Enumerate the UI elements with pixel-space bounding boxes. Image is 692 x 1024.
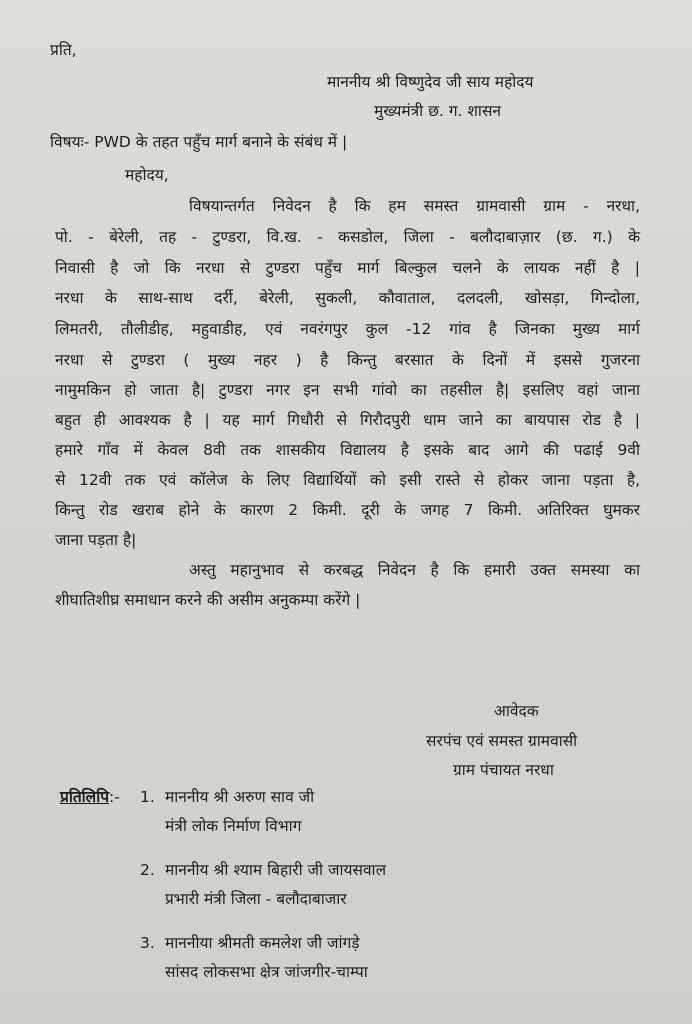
subject-line: विषयः- PWD के तहत पहुँच मार्ग बनाने के संबंध में | xyxy=(50,133,348,151)
recipient-office: मुख्यमंत्री छ. ग. शासन xyxy=(374,102,502,120)
copy-item-number: 1. xyxy=(140,788,155,806)
body-line: बहुत ही आवश्यक है | यह मार्ग गिधौरी से गिरौदपुरी धाम जाने का बायपास रोड है | xyxy=(55,411,640,429)
copy-item-title: प्रभारी मंत्री जिला - बलौदाबाजार xyxy=(165,890,347,908)
copy-item-name: माननीय श्री अरुण साव जी xyxy=(165,788,315,806)
signature-label: आवेदक xyxy=(494,702,539,720)
body-line: विषयान्तर्गत निवेदन है कि हम समस्त ग्रामवासी ग्राम - नरधा, xyxy=(189,197,640,215)
closing-line: शीघातिशीघ्र समाधान करने की असीम अनुकम्पा करेंगे | xyxy=(55,591,361,609)
copy-item-number: 2. xyxy=(140,861,155,879)
body-line: किन्तु रोड खराब होने के कारण 2 किमी. दूरी के जगह 7 किमी. अतिरिक्त घुमकर xyxy=(55,501,640,519)
copy-item-title: मंत्री लोक निर्माण विभाग xyxy=(165,817,302,835)
body-line: नरधा से टुण्डरा ( मुख्य नहर ) है किन्तु बरसात के दिनों में इससे गुजरना xyxy=(55,351,640,369)
signature-line-1: सरपंच एवं समस्त ग्रामवासी xyxy=(426,732,578,750)
recipient-name: माननीय श्री विष्णुदेव जी साय महोदय xyxy=(327,73,534,91)
body-line: नामुमकिन हो जाता है| टुण्डरा नगर इन सभी गांवो का तहसील है| इसलिए वहां जाना xyxy=(55,381,640,399)
copy-item-name: माननीया श्रीमती कमलेश जी जांगड़े xyxy=(165,934,360,952)
copy-item-name: माननीय श्री श्याम बिहारी जी जायसवाल xyxy=(165,861,387,879)
body-line: हमारे गाँव में केवल 8वी तक शासकीय विद्यालय है इसके बाद आगे की पढाई 9वी xyxy=(55,441,640,459)
copy-to-separator: :- xyxy=(109,788,120,806)
body-line: से 12वी तक एवं कॉलेज के लिए विद्यार्थियों को इसी रास्ते से होकर जाना पड़ता है, xyxy=(55,471,640,489)
copy-to-header xyxy=(60,787,120,807)
body-line: निवासी है जो कि नरधा से टुण्डरा पहुँच मार्ग बिल्कुल चलने के लायक नहीं है | xyxy=(55,259,640,277)
body-line: नरधा के साथ-साथ दर्री, बेरेली, सुकली, कौवाताल, दलदली, खोसड़ा, गिन्दोला, xyxy=(55,289,640,307)
copy-item-number: 3. xyxy=(140,934,155,952)
copy-item-title: सांसद लोकसभा क्षेत्र जांजगीर-चाम्पा xyxy=(165,963,368,981)
greeting: महोदय, xyxy=(125,166,169,184)
body-line: पो. - बेरेली, तह - टुण्डरा, वि.ख. - कसडोल, जिला - बलौदाबाज़ार (छ. ग.) के xyxy=(55,228,640,246)
signature-line-2: ग्राम पंचायत नरधा xyxy=(453,761,554,779)
copy-to-label: प्रतिलिपि xyxy=(60,788,110,806)
body-line: जाना पड़ता है| xyxy=(55,531,137,549)
closing-line: अस्तु महानुभाव से करबद्ध निवेदन है कि हमारी उक्त समस्या का xyxy=(189,561,640,579)
body-line: लिमतरी, तौलीडीह, महुवाडीह, एवं नवरंगपुर कुल -12 गांव है जिनका मुख्य मार्ग xyxy=(55,320,640,338)
salutation-to: प्रति, xyxy=(50,41,77,59)
